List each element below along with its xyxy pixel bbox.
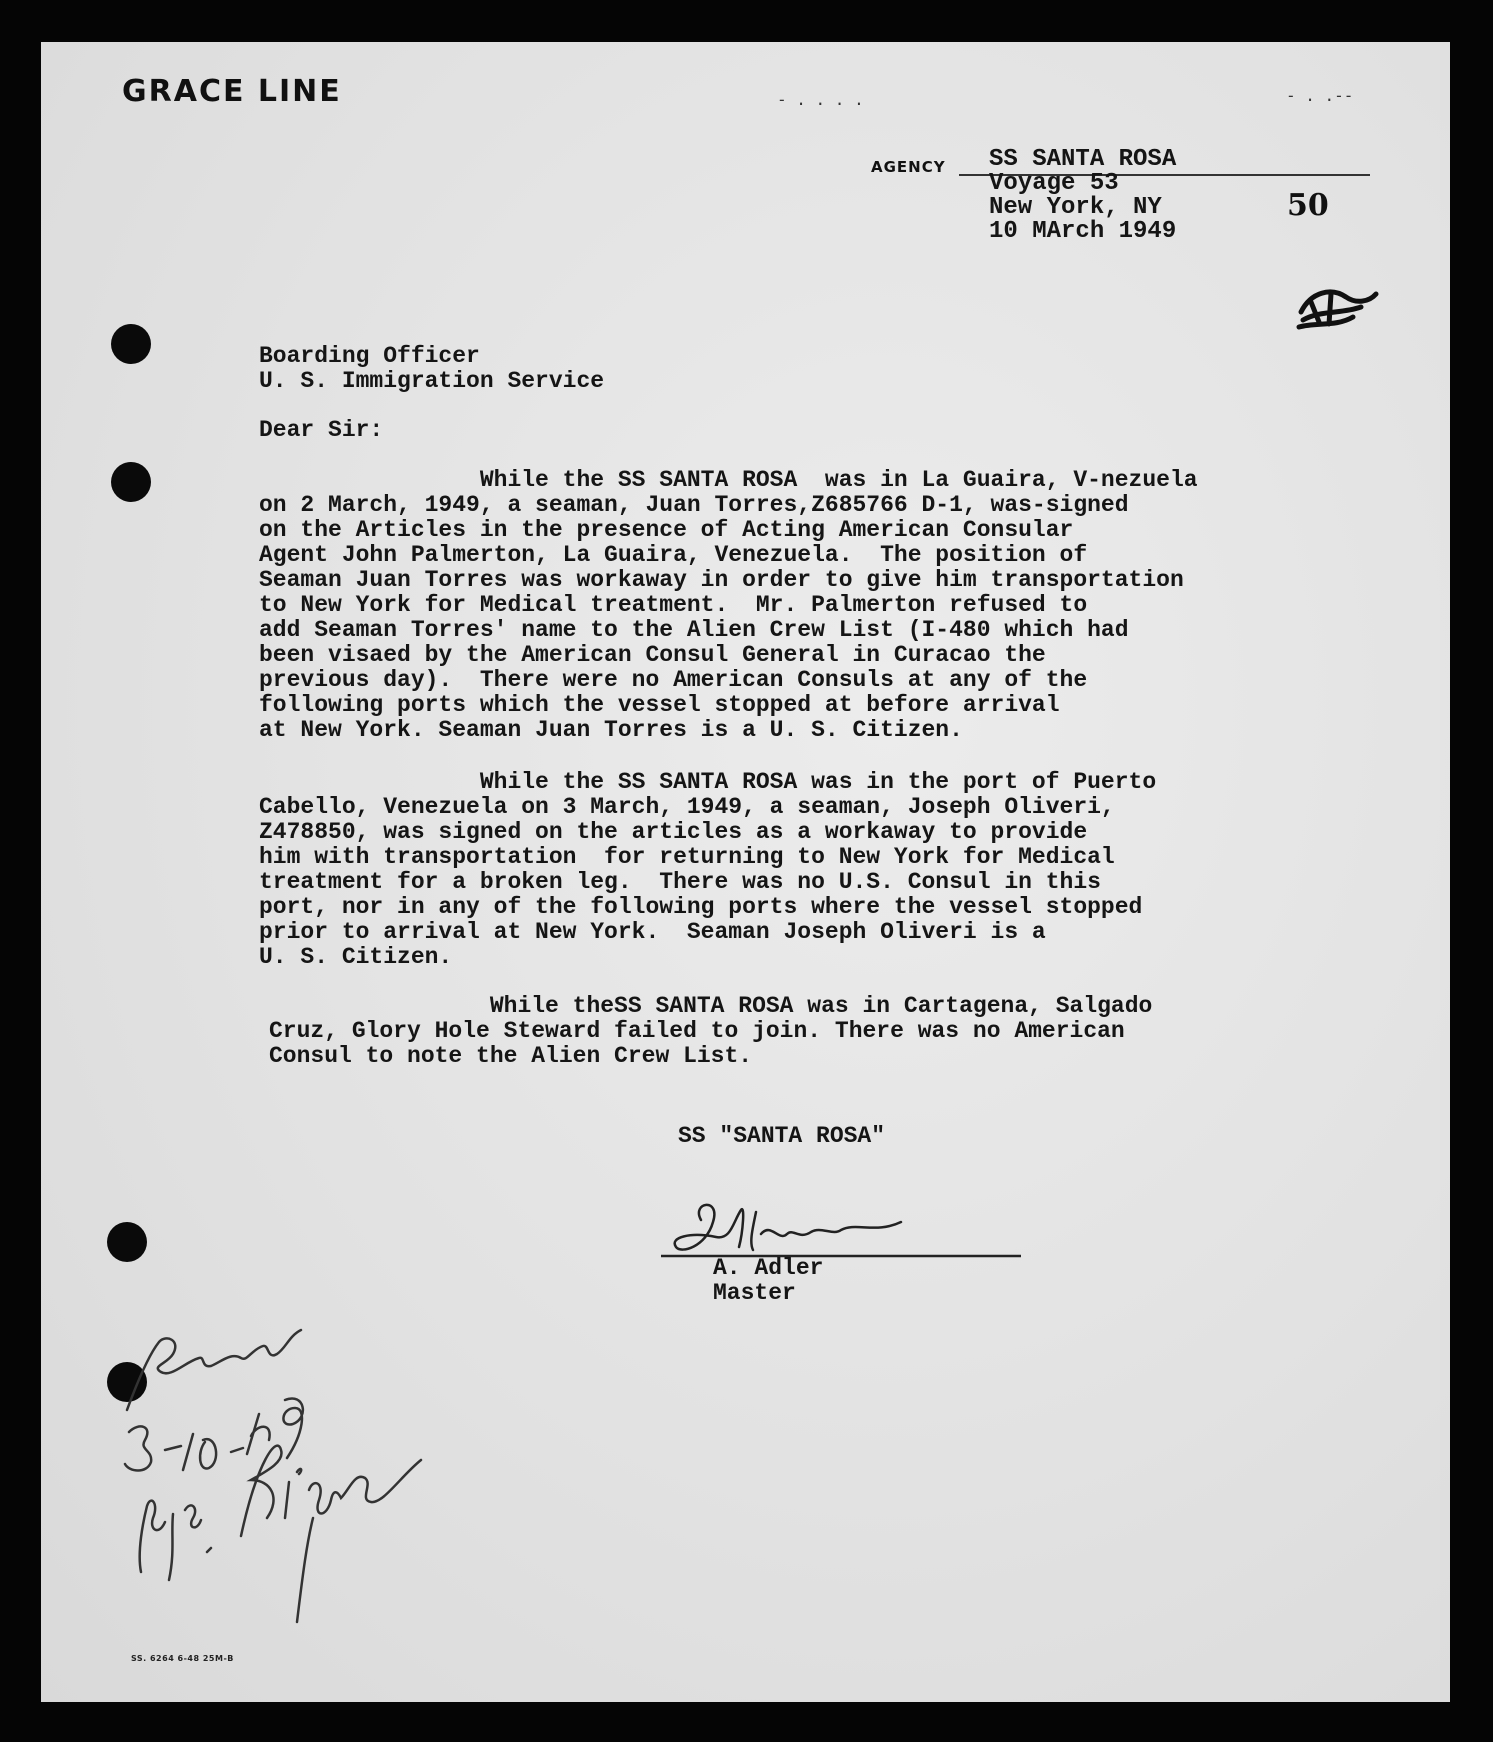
letter-page <box>41 42 1450 1702</box>
agency-ship: SS SANTA ROSA <box>989 146 1177 173</box>
addressee-block <box>259 344 604 394</box>
signer-title: Master <box>713 1280 796 1306</box>
agency-block <box>989 148 1176 244</box>
body-paragraph-2: While the SS SANTA ROSA was in the port of Puerto Cabello, Venezuela on 3 March, 1949, a seaman, Joseph Oliveri, Z478850, was signed on the articles as a workaway to provide him with transportation for returning to New York for Medical treatment for a broken leg. There was no U.S. Consul in this port, nor in any of the following ports where the vessel stopped prior to arrival at New York. Seaman Joseph Oliveri is a U. S. Citizen. <box>259 769 1157 970</box>
salutation: Dear Sir: <box>259 417 384 443</box>
body-paragraph-3: While theSS SANTA ROSA was in Cartagena, Salgado Cruz, Glory Hole Steward failed to join. There was no American Consul to note the Alien Crew List. <box>269 993 1153 1069</box>
addressee-line: U. S. Immigration Service <box>259 368 605 394</box>
handwritten-inspection-note <box>81 1322 441 1662</box>
signature-block <box>713 1256 823 1306</box>
agency-voyage: Voyage 53 <box>989 170 1119 197</box>
agency-date: 10 MArch 1949 <box>989 218 1177 245</box>
agency-label: AGENCY <box>871 158 946 176</box>
addressee-line: Boarding Officer <box>259 343 480 369</box>
header-mark-right: - . .-- <box>1286 86 1354 105</box>
ink-scribble-mark <box>1291 272 1381 342</box>
closing-ship-name: SS "SANTA ROSA" <box>678 1123 886 1149</box>
punch-hole <box>111 324 151 364</box>
page-number: 50 <box>1287 188 1329 223</box>
agency-location: New York, NY <box>989 194 1162 221</box>
letterhead: GRACE LINE <box>122 74 342 109</box>
body-paragraph-1: While the SS SANTA ROSA was in La Guaira, V-nezuela on 2 March, 1949, a seaman, Juan Torres,Z685766 D-1, was-signed on the Articles in the presence of Acting American Consular Agent John Palmerton, La Guaira, Venezuela. The position of Seaman Juan Torres was workaway in order to give him transportation to New York for Medical treatment. Mr. Palmerton refused to add Seaman Torres' name to the Alien Crew List (I-480 which had been visaed by the American Consul General in Curacao the previous day). There were no American Consuls at any of the following ports which the vessel stopped at before arrival at New York. Seaman Juan Torres is a U. S. Citizen. <box>259 467 1198 743</box>
form-code: SS. 6264 6-48 25M-B <box>131 1654 234 1663</box>
punch-hole <box>107 1222 147 1262</box>
header-mark-left: - . . . . <box>777 90 864 109</box>
punch-hole <box>111 462 151 502</box>
signer-name: A. Adler <box>713 1255 824 1281</box>
